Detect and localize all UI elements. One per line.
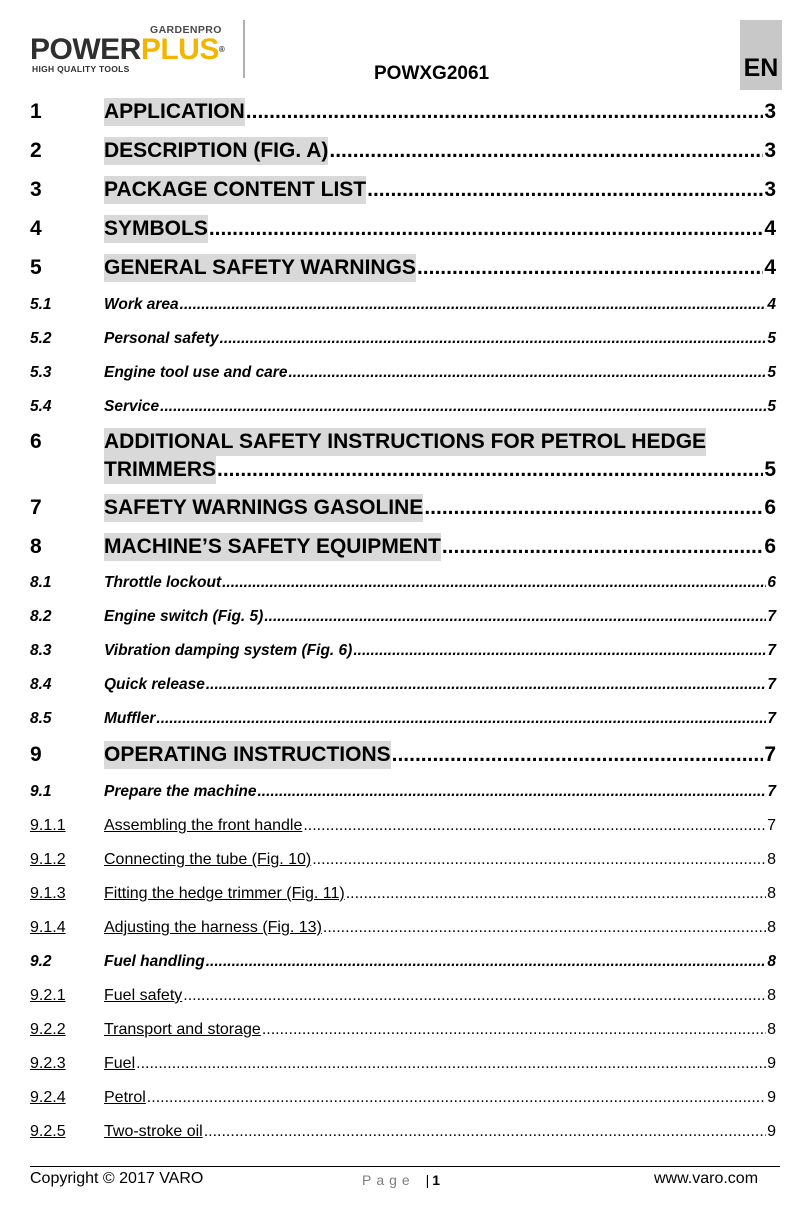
page-label: Page (362, 1172, 415, 1188)
toc-page: 4 (764, 217, 776, 240)
toc-title: MACHINE’S SAFETY EQUIPMENT (104, 533, 441, 561)
toc-page: 8 (767, 919, 776, 936)
toc-title: Transport and storage (104, 1021, 261, 1038)
toc-entry-5-4[interactable] (30, 396, 776, 418)
toc-page: 3 (764, 178, 776, 201)
toc-entry-9-2[interactable] (30, 951, 776, 973)
toc-title: Fuel safety (104, 987, 183, 1004)
toc-number: 8 (30, 535, 42, 558)
toc-number: 8.4 (30, 676, 52, 693)
toc-number: 8.3 (30, 642, 52, 659)
toc-entry-8-1[interactable] (30, 572, 776, 594)
toc-title: SYMBOLS (104, 215, 208, 243)
footer-rule (30, 1166, 780, 1167)
dot-leader (160, 396, 766, 418)
toc-page: 5 (764, 458, 776, 481)
toc-number: 4 (30, 217, 42, 240)
toc-entry-8-4[interactable] (30, 674, 776, 696)
dot-leader (353, 640, 766, 662)
copyright-notice: Copyright © 2017 VARO (30, 1170, 204, 1187)
toc-title: Vibration damping system (Fig. 6) (104, 642, 353, 659)
toc-title: Engine switch (Fig. 5) (104, 608, 264, 625)
toc-title: Service (104, 398, 160, 415)
toc-entry-4[interactable] (30, 215, 776, 243)
toc-page: 7 (767, 642, 776, 659)
toc-title: PACKAGE CONTENT LIST (104, 176, 366, 204)
toc-title: APPLICATION (104, 98, 245, 126)
toc-number: 8.1 (30, 574, 52, 591)
dot-leader (442, 533, 764, 561)
toc-entry-9-2-4[interactable] (30, 1087, 776, 1109)
toc-page: 6 (767, 574, 776, 591)
toc-title: DESCRIPTION (FIG. A) (104, 137, 328, 165)
page-indicator (362, 1172, 440, 1188)
dot-leader (262, 1019, 766, 1041)
toc-entry-3[interactable] (30, 176, 776, 204)
toc-page: 5 (767, 330, 776, 347)
toc-page: 5 (767, 398, 776, 415)
toc-page: 7 (767, 817, 776, 834)
dot-leader (392, 741, 764, 769)
toc-number: 9.2 (30, 953, 52, 970)
toc-entry-5-2[interactable] (30, 328, 776, 350)
toc-entry-1[interactable] (30, 98, 776, 126)
dot-leader (206, 951, 767, 973)
logo-tagline: HIGH QUALITY TOOLS (32, 64, 130, 74)
dot-leader (303, 815, 766, 837)
logo-word-plus: PLUS (140, 33, 219, 66)
dot-leader (323, 917, 766, 939)
toc-number: 9.1.4 (30, 919, 66, 936)
toc-title: Muffler (104, 710, 156, 727)
toc-number: 9.1.3 (30, 885, 66, 902)
toc-number: 1 (30, 100, 42, 123)
dot-leader (417, 254, 763, 282)
dot-leader (156, 708, 766, 730)
page-number: 1 (432, 1172, 441, 1188)
toc-title: Prepare the machine (104, 783, 257, 800)
toc-title: OPERATING INSTRUCTIONS (104, 741, 391, 769)
toc-entry-2[interactable] (30, 137, 776, 165)
toc-title: Personal safety (104, 330, 219, 347)
toc-page: 3 (764, 139, 776, 162)
toc-entry-8-2[interactable] (30, 606, 776, 628)
toc-entry-5[interactable] (30, 254, 776, 282)
toc-title: Fuel handling (104, 953, 205, 970)
toc-entry-9-1-2[interactable] (30, 849, 776, 871)
toc-number: 9.1.2 (30, 851, 66, 868)
toc-page: 9 (767, 1055, 776, 1072)
toc-title: Work area (104, 296, 179, 313)
toc-page: 4 (764, 256, 776, 279)
toc-page: 5 (767, 364, 776, 381)
dot-leader (136, 1053, 766, 1075)
logo-subbrand: GARDENPRO (150, 24, 222, 36)
toc-page: 6 (764, 496, 776, 519)
toc-number: 7 (30, 496, 42, 519)
dot-leader (180, 294, 767, 316)
dot-leader (217, 456, 763, 484)
toc-entry-9-2-2[interactable] (30, 1019, 776, 1041)
toc-number: 9.2.5 (30, 1123, 66, 1140)
toc-entry-8[interactable] (30, 533, 776, 561)
toc-page: 9 (767, 1089, 776, 1106)
toc-title: Assembling the front handle (104, 817, 303, 834)
dot-leader (312, 849, 766, 871)
toc-number: 9.1.1 (30, 817, 66, 834)
toc-number: 9.2.1 (30, 987, 66, 1004)
toc-title: Connecting the tube (Fig. 10) (104, 851, 312, 868)
toc-title: Quick release (104, 676, 205, 693)
model-number: POWXG2061 (374, 63, 490, 84)
toc-page: 3 (764, 100, 776, 123)
toc-number: 8.5 (30, 710, 52, 727)
toc-page: 6 (764, 535, 776, 558)
toc-page: 7 (767, 783, 776, 800)
toc-entry-5-3[interactable] (30, 362, 776, 384)
toc-number: 9.1 (30, 783, 52, 800)
toc-title: Adjusting the harness (Fig. 13) (104, 919, 322, 936)
toc-title-line-2: TRIMMERS (104, 456, 216, 484)
toc-title: Engine tool use and care (104, 364, 288, 381)
toc-number: 9 (30, 743, 42, 766)
toc-number: 5 (30, 256, 42, 279)
toc-number: 8.2 (30, 608, 52, 625)
dot-leader (220, 328, 767, 350)
dot-leader (367, 176, 763, 204)
toc-number: 9.2.2 (30, 1021, 66, 1038)
toc-page: 8 (767, 885, 776, 902)
page-separator: | (425, 1172, 430, 1188)
logo-registered-mark: ® (218, 45, 225, 54)
logo-word-power: POWER (30, 33, 141, 66)
toc-number: 5.2 (30, 330, 52, 347)
toc-number: 5.3 (30, 364, 52, 381)
dot-leader (183, 985, 766, 1007)
toc-entry-7[interactable] (30, 494, 776, 522)
toc-title: GENERAL SAFETY WARNINGS (104, 254, 416, 282)
toc-page: 7 (764, 743, 776, 766)
dot-leader (288, 362, 766, 384)
toc-entry-9[interactable] (30, 741, 776, 769)
dot-leader (222, 572, 766, 594)
toc-number: 3 (30, 178, 42, 201)
toc-page: 4 (767, 296, 776, 313)
toc-number: 9.2.4 (30, 1089, 66, 1106)
toc-page: 8 (767, 953, 776, 970)
toc-entry-8-5[interactable] (30, 708, 776, 730)
toc-entry-9-1-4[interactable] (30, 917, 776, 939)
dot-leader (257, 781, 766, 803)
dot-leader (204, 1121, 766, 1143)
toc-title: Fitting the hedge trimmer (Fig. 11) (104, 885, 345, 902)
toc-page: 8 (767, 851, 776, 868)
toc-page: 7 (767, 608, 776, 625)
toc-title: SAFETY WARNINGS GASOLINE (104, 494, 423, 522)
toc-title-line-1: ADDITIONAL SAFETY INSTRUCTIONS FOR PETROL HEDGE (104, 428, 706, 456)
toc-entry-8-3[interactable] (30, 640, 776, 662)
toc-entry-9-2-1[interactable] (30, 985, 776, 1007)
toc-entry-9-2-3[interactable] (30, 1053, 776, 1075)
toc-page: 8 (767, 1021, 776, 1038)
dot-leader (424, 494, 763, 522)
toc-page: 8 (767, 987, 776, 1004)
website-link[interactable]: www.varo.com (654, 1170, 759, 1187)
dot-leader (329, 137, 763, 165)
toc-title: Petrol (104, 1089, 146, 1106)
toc-number: 5.4 (30, 398, 52, 415)
toc-title: Two-stroke oil (104, 1123, 203, 1140)
toc-entry-6[interactable] (30, 428, 776, 484)
dot-leader (147, 1087, 766, 1109)
dot-leader (209, 215, 763, 243)
toc-entry-9-1-3[interactable] (30, 883, 776, 905)
toc-number: 9.2.3 (30, 1055, 66, 1072)
dot-leader (264, 606, 766, 628)
toc-page: 7 (767, 676, 776, 693)
toc-title: Throttle lockout (104, 574, 222, 591)
toc-title: Fuel (104, 1055, 136, 1072)
toc-entry-9-1[interactable] (30, 781, 776, 803)
toc-number: 2 (30, 139, 42, 162)
language-code: EN (743, 54, 779, 82)
toc-entry-9-2-5[interactable] (30, 1121, 776, 1143)
dot-leader (346, 883, 766, 905)
dot-leader (206, 674, 767, 696)
toc-number: 5.1 (30, 296, 52, 313)
dot-leader (246, 98, 764, 126)
toc-entry-9-1-1[interactable] (30, 815, 776, 837)
toc-number: 6 (30, 430, 42, 453)
toc-page: 7 (767, 710, 776, 727)
toc-entry-5-1[interactable] (30, 294, 776, 316)
toc-page: 9 (767, 1123, 776, 1140)
